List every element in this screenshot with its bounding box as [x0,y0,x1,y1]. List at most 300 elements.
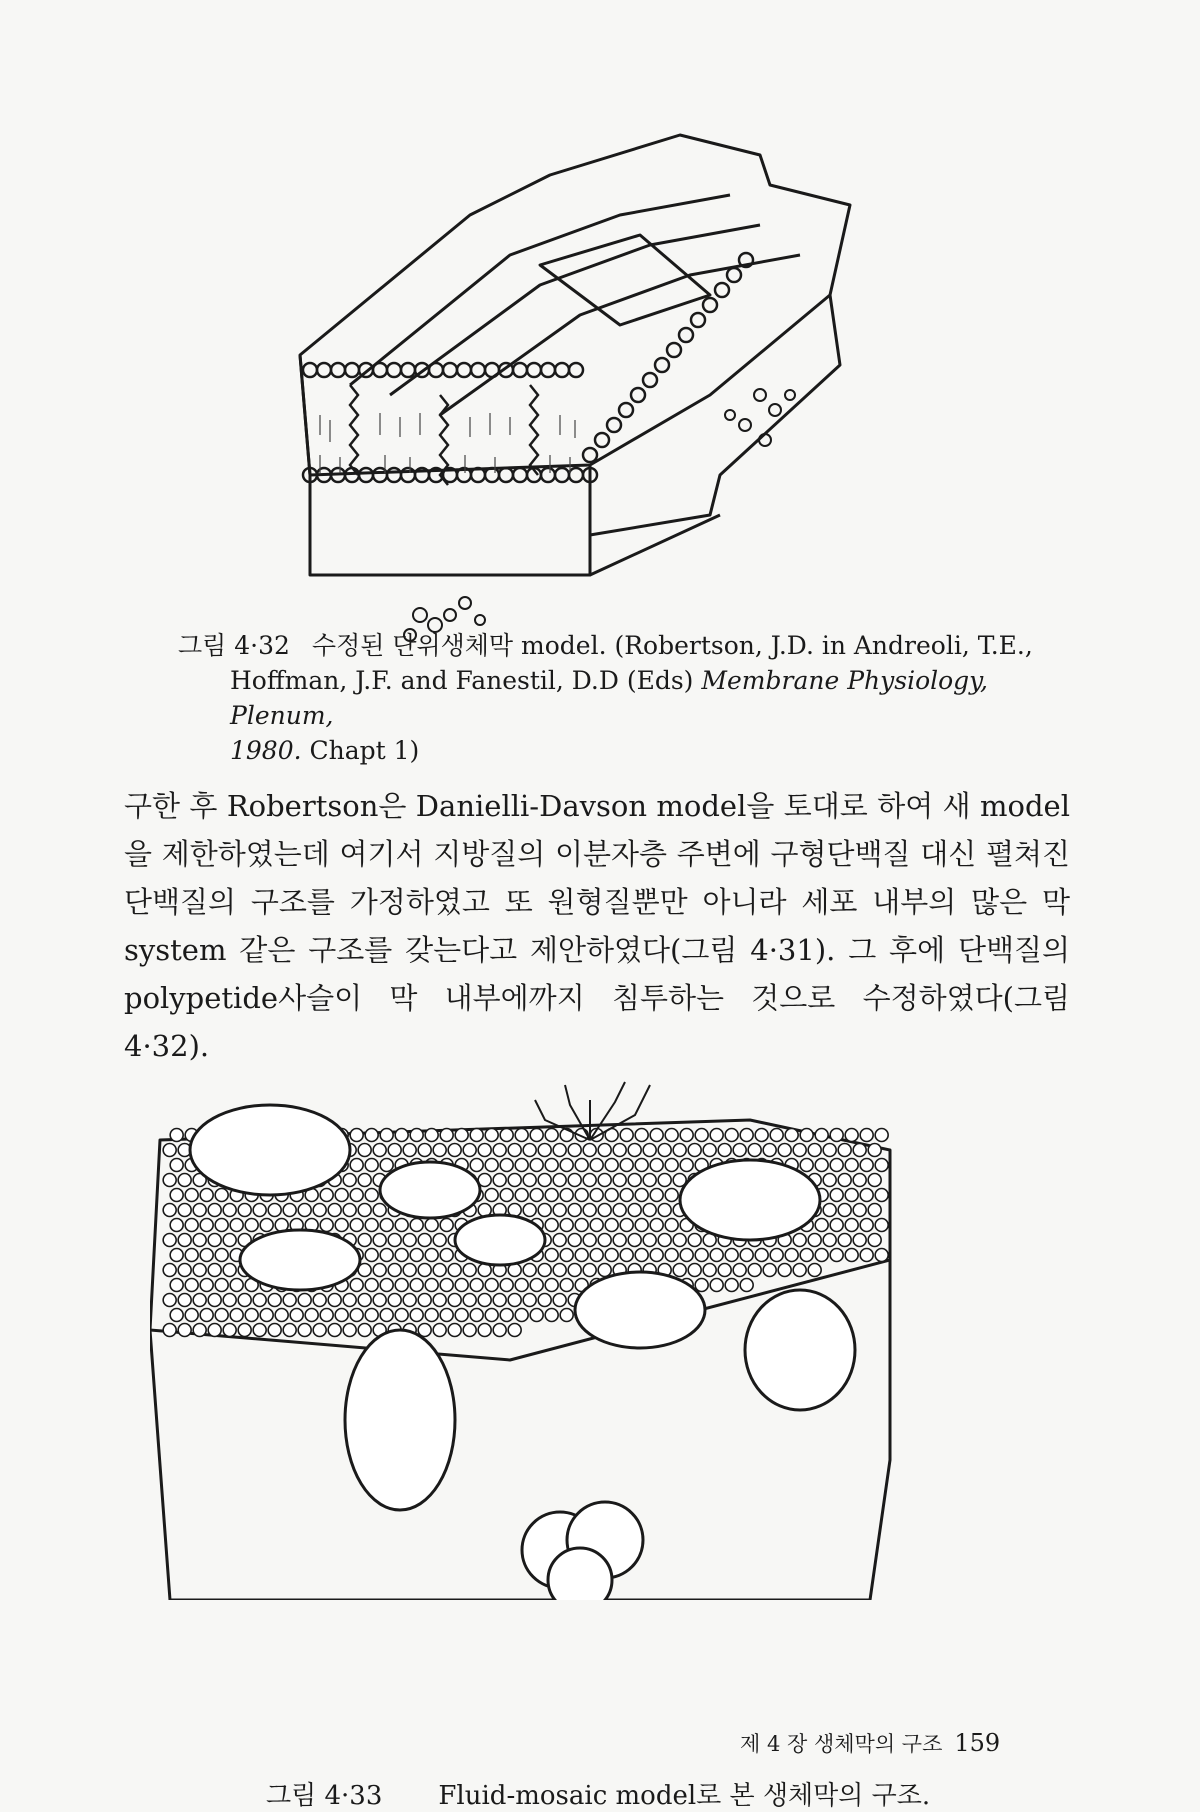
lipid-head [545,1279,558,1292]
lipid-head [373,1204,386,1217]
lipid-head [725,1129,738,1142]
lipid-head [470,1159,483,1172]
lipid-head [508,1144,521,1157]
lipid-head [418,1294,431,1307]
lipid-head [755,1129,768,1142]
lipid-head [499,468,513,482]
caption-line-2: Hoffman, J.F. and Fanestil, D.D (Eds) Membrane Physiology, Plenum, [230,666,988,730]
body-paragraph [124,782,1070,1070]
lipid-head [170,1309,183,1322]
lipid-head [275,1309,288,1322]
lipid-head [569,363,583,377]
lipid-head [410,1309,423,1322]
lipid-head [715,283,729,297]
lipid-head [515,1129,528,1142]
lipid-head [560,1189,573,1202]
lipid-head [253,1204,266,1217]
lipid-head [658,1144,671,1157]
lipid-head [245,1309,258,1322]
lipid-head [508,1174,521,1187]
lipid-head [823,1144,836,1157]
lipid-head [555,468,569,482]
lipid-head [793,1144,806,1157]
lipid-head [631,388,645,402]
lipid-head [298,1324,311,1337]
lipid-head [485,1309,498,1322]
lipid-head [838,1204,851,1217]
page-number: 159 [954,1729,1001,1757]
lipid-head [320,1189,333,1202]
lipid-head [170,1159,183,1172]
lipid-head [403,1234,416,1247]
lipid-head [178,1234,191,1247]
lipid-head [268,1294,281,1307]
lipid-head [643,1234,656,1247]
lipid-head [425,1129,438,1142]
lipid-head [508,1324,521,1337]
lipid-head [845,1159,858,1172]
lipid-head [530,1189,543,1202]
lipid-head [200,1309,213,1322]
lipid-head [485,1279,498,1292]
lipid-head [193,1294,206,1307]
lipid-head [680,1129,693,1142]
lipid-head [755,1249,768,1262]
lipid-head [658,1174,671,1187]
lipid-head [365,1159,378,1172]
lipid-head [605,1219,618,1232]
lipid-head [538,1294,551,1307]
lipid-head [583,448,597,462]
lipid-head [560,1219,573,1232]
lipid-head [658,1234,671,1247]
lipid-head [665,1159,678,1172]
lipid-head [808,1234,821,1247]
lipid-head [303,363,317,377]
lipid-head [560,1309,573,1322]
lipid-head [590,1249,603,1262]
lipid-head [380,1309,393,1322]
lipid-head [403,1264,416,1277]
lipid-head [440,1309,453,1322]
lipid-head [230,1309,243,1322]
lipid-head [733,1144,746,1157]
lipid-head [395,1279,408,1292]
lipid-head [523,1174,536,1187]
lipid-head [200,1249,213,1262]
lipid-head [335,1189,348,1202]
lipid-head [763,1144,776,1157]
lipid-head [388,1144,401,1157]
lipid-head [335,1219,348,1232]
lipid-head [583,1234,596,1247]
figure-4-32-caption [178,628,1078,768]
lipid-head [868,1204,881,1217]
lipid-head [673,1234,686,1247]
lipid-head [448,1264,461,1277]
lipid-head [358,1324,371,1337]
lipid-head [448,1294,461,1307]
lipid-head [223,1204,236,1217]
lipid-head [425,1219,438,1232]
lipid-head [163,1264,176,1277]
lipid-head [345,363,359,377]
lipid-head [163,1144,176,1157]
lipid-head [401,363,415,377]
lipid-head [418,1234,431,1247]
lipid-head [215,1189,228,1202]
lipid-head [643,373,657,387]
lipid-head [860,1249,873,1262]
lipid-head [193,1204,206,1217]
lipid-head [568,1174,581,1187]
lipid-head [170,1189,183,1202]
lipid-head [433,1234,446,1247]
lipid-head [403,1294,416,1307]
lipid-head [283,1204,296,1217]
lipid-head [553,1144,566,1157]
lipid-head [193,1234,206,1247]
lipid-head [688,1234,701,1247]
lipid-head [358,1174,371,1187]
lipid-head [170,1129,183,1142]
lipid-head [667,343,681,357]
lipid-head [778,1144,791,1157]
lipid-head [691,313,705,327]
lipid-head [703,1264,716,1277]
lipid-head [695,1129,708,1142]
lipid-head [185,1249,198,1262]
lipid-head [373,1264,386,1277]
lipid-head [470,1309,483,1322]
lipid-head [628,1174,641,1187]
lipid-head [440,1129,453,1142]
lipid-head [650,1249,663,1262]
lipid-head [358,1234,371,1247]
figure-label: 그림 4·33 [266,1781,383,1811]
lipid-head [620,1249,633,1262]
lipid-head [605,1249,618,1262]
lipid-head [260,1219,273,1232]
lipid-head [223,1234,236,1247]
lipid-head [620,1129,633,1142]
lipid-head [320,1309,333,1322]
lipid-head [635,1129,648,1142]
lipid-head [448,1144,461,1157]
lipid-head [418,1264,431,1277]
lipid-head [830,1189,843,1202]
lipid-head [470,1279,483,1292]
lipid-head [515,1279,528,1292]
lipid-head [527,363,541,377]
lipid-head [555,363,569,377]
lipid-head [365,1309,378,1322]
lipid-head [830,1249,843,1262]
lipid-head [530,1159,543,1172]
lipid-head [575,1249,588,1262]
lipid-head [868,1234,881,1247]
lipid-head [238,1324,251,1337]
lipid-head [365,1279,378,1292]
lipid-head [513,468,527,482]
lipid-head [650,1129,663,1142]
lipid-head [298,1204,311,1217]
lipid-head [515,1189,528,1202]
lipid-head [425,1309,438,1322]
lipid-head [560,1249,573,1262]
lipid-head [230,1219,243,1232]
lipid-head [418,1144,431,1157]
lipid-head [823,1234,836,1247]
lipid-head [185,1279,198,1292]
lipid-head [613,1174,626,1187]
lipid-head [380,1279,393,1292]
lipid-head [298,1294,311,1307]
lipid-head [163,1174,176,1187]
lipid-head [860,1189,873,1202]
lipid-head [815,1219,828,1232]
lipid-head [853,1144,866,1157]
lipid-head [530,1129,543,1142]
lipid-head [545,1189,558,1202]
lipid-head [163,1294,176,1307]
lipid-head [523,1294,536,1307]
lipid-head [740,1129,753,1142]
lipid-head [238,1204,251,1217]
lipid-head [628,1234,641,1247]
lipid-head [331,363,345,377]
lipid-head [230,1279,243,1292]
lipid-head [485,468,499,482]
lipid-head [793,1264,806,1277]
lipid-head [200,1219,213,1232]
lipid-head [328,1324,341,1337]
lipid-head [178,1264,191,1277]
lipid-head [410,1129,423,1142]
lipid-head [545,1219,558,1232]
lipid-head [635,1249,648,1262]
lipid-head [463,1324,476,1337]
lipid-head [500,1189,513,1202]
lipid-head [343,1324,356,1337]
lipid-head [208,1234,221,1247]
lipid-head [178,1294,191,1307]
lipid-head [703,298,717,312]
lipid-head [538,1264,551,1277]
figure-label: 그림 4·32 [178,631,290,660]
lipid-head [815,1249,828,1262]
lipid-head [485,1159,498,1172]
lipid-head [748,1144,761,1157]
lipid-head [808,1144,821,1157]
lipid-head [343,1174,356,1187]
lipid-head [215,1309,228,1322]
lipid-head [830,1129,843,1142]
lipid-head [253,1324,266,1337]
lipid-head [875,1219,888,1232]
lipid-head [590,1219,603,1232]
lipid-head [830,1159,843,1172]
running-footer: 제 4 장 생체막의 구조 [740,1732,943,1756]
lipid-head [380,1219,393,1232]
lipid-head [313,1204,326,1217]
lipid-head [215,1249,228,1262]
lipid-head [560,1279,573,1292]
lipid-head [178,1174,191,1187]
lipid-head [733,1264,746,1277]
lipid-head [443,363,457,377]
lipid-head [868,1174,881,1187]
lipid-head [223,1264,236,1277]
lipid-head [208,1294,221,1307]
lipid-head [635,1159,648,1172]
lipid-head [365,1189,378,1202]
lipid-head [583,1264,596,1277]
lipid-head [395,1309,408,1322]
lipid-head [785,1249,798,1262]
lipid-head [478,1144,491,1157]
lipid-head [553,1174,566,1187]
lipid-head [619,403,633,417]
caption-text: Fluid-mosaic model로 본 생체막의 구조. [438,1781,931,1811]
lipid-head [493,1174,506,1187]
lipid-head [365,1249,378,1262]
lipid-head [575,1189,588,1202]
lipid-head [650,1189,663,1202]
lipid-head [523,1144,536,1157]
lipid-head [433,1294,446,1307]
lipid-head [830,1219,843,1232]
lipid-head [530,1309,543,1322]
lipid-head [395,1219,408,1232]
lipid-head [395,1129,408,1142]
lipid-head [493,1294,506,1307]
lipid-head [440,1249,453,1262]
lipid-head [860,1219,873,1232]
lipid-head [493,1144,506,1157]
lipid-head [800,1129,813,1142]
lipid-head [245,1219,258,1232]
lipid-head [457,363,471,377]
lipid-head [433,1144,446,1157]
lipid-head [170,1249,183,1262]
lipid-head [485,1189,498,1202]
lipid-head [215,1219,228,1232]
lipid-head [718,1264,731,1277]
lipid-head [328,1294,341,1307]
lipid-head [380,1159,393,1172]
body-text: 구한 후 Robertson은 Danielli-Davson model을 토대로 하여 새 model을 제한하였는데 여기서 지방질의 이분자층 주변에 구형단백질 대신 펼쳐진 단백질의 구조를 가정하였고 또 원형질뿐만 아니라 세포 내부의 많은 막 system 같은 구조를 갖는다고 제안하였다(그림 4·31). 그 후에 단백질의 polypetide사슬이 막 내부에까지 침투하는 것으로 수정하였다(그림 4·32). [124,789,1070,1063]
lipid-head [643,1174,656,1187]
lipid-head [500,1159,513,1172]
lipid-head [429,363,443,377]
lipid-head [665,1189,678,1202]
lipid-head [583,1204,596,1217]
lipid-head [838,1144,851,1157]
lipid-head [335,1309,348,1322]
lipid-head [860,1129,873,1142]
lipid-head [448,1324,461,1337]
lipid-head [395,1249,408,1262]
lipid-head [343,1204,356,1217]
figure-4-33-caption [266,1775,930,1812]
caption-line-3: 1980. Chapt 1) [230,736,420,765]
lipid-head [643,1204,656,1217]
lipid-head [425,1249,438,1262]
lipid-head [568,1264,581,1277]
lipid-head [253,1294,266,1307]
lipid-head [163,1204,176,1217]
lipid-head [223,1324,236,1337]
lipid-head [778,1264,791,1277]
lipid-head [725,1249,738,1262]
lipid-head [740,1279,753,1292]
lipid-head [568,1234,581,1247]
lipid-head [193,1264,206,1277]
lipid-head [748,1264,761,1277]
lipid-head [725,1279,738,1292]
lipid-head [290,1309,303,1322]
lipid-head [260,1309,273,1322]
lipid-head [365,1219,378,1232]
lipid-head [283,1324,296,1337]
lipid-head [727,268,741,282]
lipid-head [838,1234,851,1247]
lipid-head [583,1144,596,1157]
lipid-head [440,1279,453,1292]
lipid-head [485,363,499,377]
lipid-head [838,1174,851,1187]
lipid-head [328,1204,341,1217]
lipid-head [365,1129,378,1142]
lipid-head [575,1219,588,1232]
lipid-head [440,1219,453,1232]
lipid-head [770,1249,783,1262]
lipid-head [410,1219,423,1232]
lipid-head [320,1219,333,1232]
lipid-head [373,363,387,377]
lipid-head [215,1279,228,1292]
lipid-head [823,1204,836,1217]
lipid-head [268,1324,281,1337]
lipid-head [853,1174,866,1187]
lipid-head [688,1264,701,1277]
lipid-head [785,1129,798,1142]
lipid-head [620,1189,633,1202]
lipid-head [815,1129,828,1142]
lipid-head [613,1204,626,1217]
lipid-head [613,1144,626,1157]
lipid-head [403,1144,416,1157]
lipid-head [605,1189,618,1202]
lipid-head [500,1309,513,1322]
lipid-head [620,1219,633,1232]
caption-line-1: 수정된 단위생체막 model. (Robertson, J.D. in Andreoli, T.E., [311,631,1033,660]
lipid-head [598,1234,611,1247]
lipid-head [163,1234,176,1247]
lipid-head [350,1189,363,1202]
lipid-head [800,1249,813,1262]
lipid-head [433,1264,446,1277]
lipid-head [178,1324,191,1337]
lipid-head [650,1159,663,1172]
lipid-head [185,1309,198,1322]
lipid-head [680,1159,693,1172]
lipid-head [688,1144,701,1157]
lipid-head [541,468,555,482]
lipid-head [485,1129,498,1142]
lipid-head [359,363,373,377]
